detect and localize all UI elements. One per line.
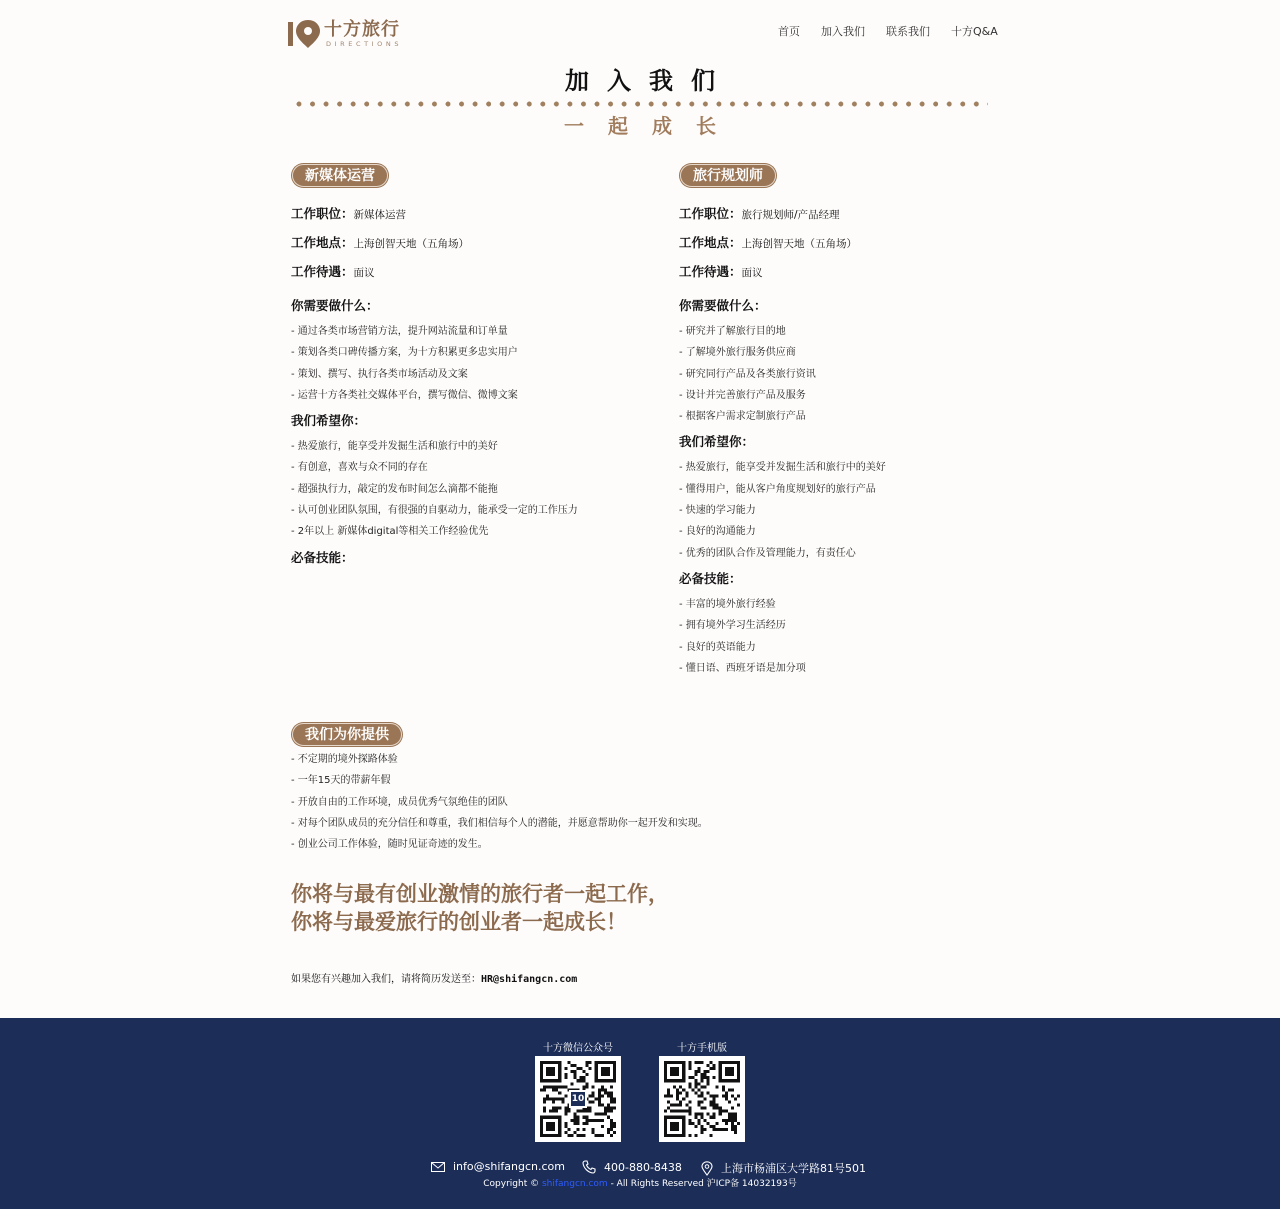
site-logo[interactable] xyxy=(288,18,408,50)
list-item: - 对每个团队成员的充分信任和尊重，我们相信每个人的潜能，并愿意帮助你一起开发和实现。 xyxy=(291,817,708,829)
contact-email[interactable] xyxy=(431,1160,565,1173)
site-footer xyxy=(0,1018,1280,1209)
site-header xyxy=(0,0,1280,60)
slogan-line-2: 你将与最爱旅行的创业者一起成长！ xyxy=(291,910,627,934)
job-info xyxy=(291,204,651,291)
job-location-row xyxy=(291,233,651,262)
job-position-row xyxy=(679,204,1039,233)
list-item: - 根据客户需求定制旅行产品 xyxy=(679,411,806,423)
job-location-value: 上海创智天地（五角场） xyxy=(741,238,858,250)
wechat-qr-block xyxy=(533,1042,623,1142)
dotted-divider xyxy=(296,101,988,107)
benefits-list xyxy=(291,749,991,855)
list-item: - 研究并了解旅行目的地 xyxy=(679,326,786,337)
list-item: - 策划各类口碑传播方案，为十方积累更多忠实用户 xyxy=(291,347,518,359)
apply-text: 如果您有兴趣加入我们，请将简历发送至： xyxy=(291,974,481,985)
list-item: - 热爱旅行，能享受并发掘生活和旅行中的美好 xyxy=(291,441,498,453)
apply-note xyxy=(291,970,577,985)
skills-heading: 必备技能： xyxy=(679,570,742,586)
job-position-label: 工作职位： xyxy=(679,206,742,221)
hope-heading: 我们希望你： xyxy=(679,434,755,450)
job-salary-label: 工作待遇： xyxy=(291,264,354,279)
logo-text-en: DIRECTIONS xyxy=(326,40,403,48)
copyright-site-link[interactable]: shifangcn.com xyxy=(541,1179,608,1189)
list-item: - 拥有境外学习生活经历 xyxy=(679,620,786,632)
job-card-media xyxy=(291,164,651,569)
contact-address[interactable] xyxy=(701,1160,866,1176)
list-item: - 一年15天的带薪年假 xyxy=(291,775,391,787)
todo-list xyxy=(291,321,651,406)
todo-list xyxy=(679,321,1039,427)
contact-email-text: info@shifangcn.com xyxy=(453,1160,565,1173)
job-card-planner xyxy=(679,164,1039,679)
contact-phone[interactable] xyxy=(582,1160,682,1174)
todo-heading: 你需要做什么： xyxy=(679,298,767,313)
contact-phone-text: 400-880-8438 xyxy=(604,1160,682,1174)
logo-mark-icon xyxy=(288,20,320,48)
list-item: - 有创意，喜欢与众不同的存在 xyxy=(291,462,428,474)
list-item: - 热爱旅行，能享受并发掘生活和旅行中的美好 xyxy=(679,462,886,474)
list-item: - 良好的英语能力 xyxy=(679,641,756,653)
list-item: - 研究同行产品及各类旅行资讯 xyxy=(679,368,816,380)
job-title-badge: 新媒体运营 xyxy=(292,164,388,187)
benefits-badge: 我们为你提供 xyxy=(292,723,402,746)
list-item: - 懂得用户，能从客户角度规划好的旅行产品 xyxy=(679,483,876,495)
job-info xyxy=(679,204,1039,291)
hope-list xyxy=(679,457,1039,563)
nav-item-home[interactable]: 首页 xyxy=(778,25,800,38)
logo-text-cn: 十方旅行 xyxy=(324,19,400,40)
phone-icon xyxy=(582,1160,596,1174)
contact-address-text: 上海市杨浦区大学路81号501 xyxy=(721,1162,866,1175)
list-item: - 懂日语、西班牙语是加分项 xyxy=(679,662,806,674)
job-salary-label: 工作待遇： xyxy=(679,264,742,279)
mail-icon xyxy=(431,1162,445,1172)
job-salary-value: 面议 xyxy=(741,267,763,279)
list-item: - 丰富的境外旅行经验 xyxy=(679,598,776,610)
job-salary-value: 面议 xyxy=(353,267,375,279)
job-location-row xyxy=(679,233,1039,262)
mobile-qr-code xyxy=(659,1056,745,1142)
list-item: - 创业公司工作体验，随时见证奇迹的发生。 xyxy=(291,839,488,851)
list-item: - 通过各类市场营销方法，提升网站流量和订单量 xyxy=(291,326,508,337)
job-location-label: 工作地点： xyxy=(291,235,354,250)
apply-email-link[interactable]: HR@shifangcn.com xyxy=(481,974,578,985)
job-salary-row xyxy=(291,262,651,291)
job-location-label: 工作地点： xyxy=(679,235,742,250)
job-title-badge: 旅行规划师 xyxy=(680,164,776,187)
copyright xyxy=(0,1176,1280,1189)
benefits-section xyxy=(291,723,991,855)
qr-brand-badge: 10 xyxy=(569,1090,587,1108)
nav-item-contact[interactable]: 联系我们 xyxy=(886,25,930,38)
list-item: - 快速的学习能力 xyxy=(679,505,756,517)
page-subtitle: 一起成长 xyxy=(564,114,740,138)
list-item: - 不定期的境外探路体验 xyxy=(291,754,398,765)
wechat-qr-code xyxy=(535,1056,621,1142)
list-item: - 认可创业团队氛围，有很强的自驱动力，能承受一定的工作压力 xyxy=(291,505,578,517)
list-item: - 2年以上 新媒体digital等相关工作经验优先 xyxy=(291,526,489,538)
list-item: - 了解境外旅行服务供应商 xyxy=(679,347,796,359)
hope-list xyxy=(291,436,651,542)
list-item: - 开放自由的工作环境，成员优秀气氛绝佳的团队 xyxy=(291,796,508,808)
list-item: - 策划、撰写、执行各类市场活动及文案 xyxy=(291,368,468,380)
nav-item-faq[interactable]: 十方Q&A xyxy=(951,25,998,38)
job-location-value: 上海创智天地（五角场） xyxy=(353,238,470,250)
qr-code-icon xyxy=(664,1061,740,1137)
hope-heading: 我们希望你： xyxy=(291,413,367,429)
job-salary-row xyxy=(679,262,1039,291)
mobile-qr-title: 十方手机版 xyxy=(677,1043,727,1054)
nav-item-join-us[interactable]: 加入我们 xyxy=(821,25,865,38)
copyright-suffix: - All Rights Reserved 沪ICP备 14032193号 xyxy=(610,1179,797,1189)
slogan-line-1: 你将与最有创业激情的旅行者一起工作， xyxy=(291,882,669,906)
job-position-value: 新媒体运营 xyxy=(353,209,407,221)
list-item: - 运营十方各类社交媒体平台，撰写微信、微博文案 xyxy=(291,389,518,401)
job-position-value: 旅行规划师/产品经理 xyxy=(741,209,840,221)
mobile-qr-block xyxy=(657,1042,747,1142)
copyright-prefix: Copyright © xyxy=(483,1179,540,1189)
wechat-qr-title: 十方微信公众号 xyxy=(543,1043,613,1054)
location-pin-icon xyxy=(701,1161,713,1176)
list-item: - 良好的沟通能力 xyxy=(679,526,756,538)
skills-heading: 必备技能： xyxy=(291,549,354,565)
job-position-label: 工作职位： xyxy=(291,206,354,221)
todo-heading: 你需要做什么： xyxy=(291,298,379,313)
main-nav xyxy=(778,23,998,39)
list-item: - 超强执行力，敲定的发布时间怎么滴都不能拖 xyxy=(291,483,498,495)
skills-list xyxy=(679,594,1039,679)
list-item: - 设计并完善旅行产品及服务 xyxy=(679,389,806,401)
page-title: 加入我们 xyxy=(565,67,733,95)
list-item: - 优秀的团队合作及管理能力，有责任心 xyxy=(679,547,856,559)
job-position-row xyxy=(291,204,651,233)
slogan xyxy=(291,880,669,936)
